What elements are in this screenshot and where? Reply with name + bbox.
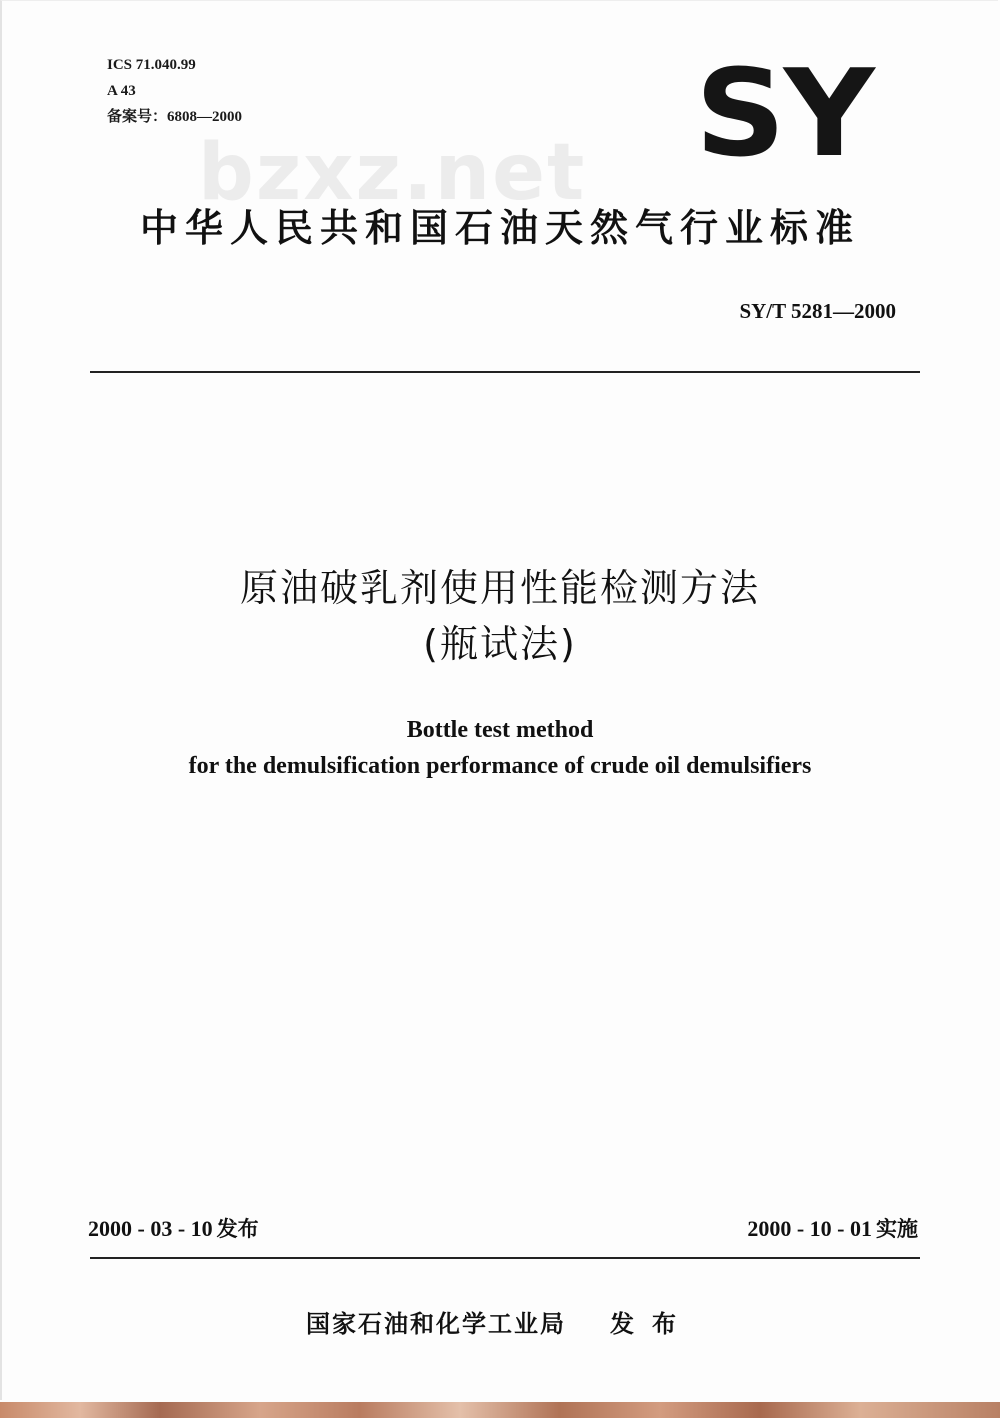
standard-number: SY/T 5281—2000 (739, 299, 896, 323)
english-title (0, 712, 1000, 784)
filing-number: 备案号：6808—2000 (107, 109, 243, 125)
chinese-title (0, 560, 1000, 672)
issuer-name: 国家石油和化学工业局 (306, 1310, 566, 1338)
chinese-title-line-1: 原油破乳剂使用性能检测方法 (239, 566, 760, 610)
effective-date-value: 2000 - 10 - 01 (747, 1216, 872, 1241)
scan-bottom-edge (0, 1402, 1000, 1418)
sy-logo: SY (695, 45, 873, 184)
english-title-line-2: for the demulsification performance of crude oil demulsifiers (188, 753, 812, 779)
issue-date-value: 2000 - 03 - 10 (88, 1216, 213, 1241)
issuing-authority (0, 1304, 1000, 1344)
issue-date-label: 发布 (216, 1217, 259, 1241)
effective-date-label: 实施 (876, 1217, 918, 1241)
bottom-divider (90, 1257, 920, 1259)
classification-block (107, 52, 242, 130)
english-title-line-1: Bottle test method (406, 717, 594, 743)
issuer-action: 发布 (610, 1310, 694, 1338)
industry-standard-title: 中华人民共和国石油天然气行业标准 (139, 206, 860, 250)
ccs-code: A 43 (107, 83, 136, 99)
watermark: bzxz.net (198, 128, 587, 218)
issue-date (88, 1213, 259, 1245)
top-divider (90, 371, 920, 373)
chinese-title-line-2: (瓶试法) (423, 622, 577, 666)
effective-date (747, 1213, 918, 1245)
ics-code: ICS 71.040.99 (107, 57, 196, 73)
